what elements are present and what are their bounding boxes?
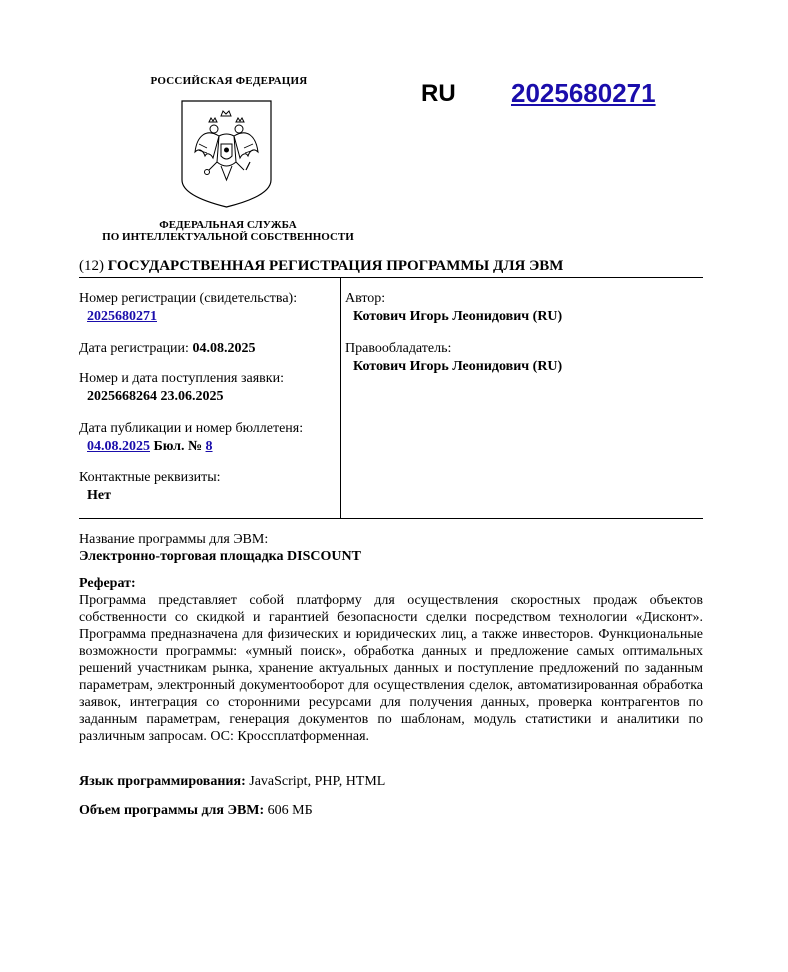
- agency-line-1: ФЕДЕРАЛЬНАЯ СЛУЖБА: [159, 219, 297, 231]
- reg-date-label: Дата регистрации:: [79, 341, 189, 356]
- size-value: 606 МБ: [267, 803, 313, 818]
- coat-of-arms-icon: [181, 100, 272, 208]
- kind-code: (12): [79, 258, 104, 274]
- bulletin-number-link[interactable]: 8: [205, 439, 213, 454]
- application-value: 2025668264 23.06.2025: [87, 389, 224, 404]
- reg-number-label: Номер регистрации (свидетельства):: [79, 291, 298, 306]
- holder-field: [345, 340, 562, 376]
- reg-date-value: 04.08.2025: [192, 341, 256, 356]
- reg-number-link[interactable]: 2025680271: [87, 309, 157, 324]
- column-divider: [340, 278, 341, 518]
- size-row: [79, 803, 703, 819]
- country-name: РОССИЙСКАЯ ФЕДЕРАЦИЯ: [150, 75, 308, 87]
- size-label: Объем программы для ЭВМ:: [79, 803, 265, 818]
- holder-label: Правообладатель:: [345, 341, 452, 356]
- divider-bottom: [79, 518, 703, 519]
- application-label: Номер и дата поступления заявки:: [79, 371, 284, 386]
- author-value: Котович Игорь Леонидович (RU): [353, 309, 563, 324]
- kind-title: ГОСУДАРСТВЕННАЯ РЕГИСТРАЦИЯ ПРОГРАММЫ ДЛЯ ЭВМ: [107, 258, 564, 274]
- contacts-value: Нет: [87, 488, 111, 503]
- divider-top: [79, 277, 703, 278]
- bulletin-prefix: Бюл. №: [153, 439, 203, 454]
- language-label: Язык программирования:: [79, 774, 246, 789]
- reg-date-field: [79, 340, 255, 358]
- author-field: [345, 290, 562, 326]
- country-code: RU: [421, 80, 456, 107]
- publication-label: Дата публикации и номер бюллетеня:: [79, 421, 304, 436]
- abstract-label: Реферат:: [79, 576, 136, 591]
- document-number-link[interactable]: 2025680271: [511, 78, 656, 108]
- program-name-value: Электронно-торговая площадка DISCOUNT: [79, 549, 361, 564]
- program-name-label: Название программы для ЭВМ:: [79, 532, 269, 547]
- reg-number-field: [79, 290, 297, 326]
- contacts-label: Контактные реквизиты:: [79, 470, 221, 485]
- publication-field: [79, 420, 303, 456]
- language-row: [79, 774, 703, 790]
- document-kind: [79, 258, 563, 275]
- language-value: JavaScript, PHP, HTML: [249, 774, 386, 789]
- contacts-field: [79, 469, 221, 505]
- agency-line-2: ПО ИНТЕЛЛЕКТУАЛЬНОЙ СОБСТВЕННОСТИ: [102, 231, 354, 243]
- abstract-text: Программа представляет собой платформу для осуществления скоростных продаж объектов собственности со скидкой и гарантией безопасности сделки посредством технологии «Дисконт». Программа предназначена для физических и юридических лиц, а также инвесторов. Функциональные возможности программы: «умный поиск», обработка данных и предложение самых оптимальных решений участникам рынка, хранение актуальных данных и поступление предложений по заданным параметрам, электронный документооборот для осуществления сделок, автоматизированная обработка заявок, интеграция со сторонними ресурсами для получения данных, проверка контрагентов по заданным параметрам, генерация документов по шаблонам, модуль статистики и аналитики по различным запросам. ОС: Кроссплатформенная.: [79, 593, 703, 744]
- holder-value: Котович Игорь Леонидович (RU): [353, 359, 563, 374]
- program-name-block: [79, 531, 703, 565]
- application-field: [79, 370, 284, 406]
- author-label: Автор:: [345, 291, 386, 306]
- publication-date-link[interactable]: 04.08.2025: [87, 439, 150, 454]
- agency-name: [80, 219, 376, 243]
